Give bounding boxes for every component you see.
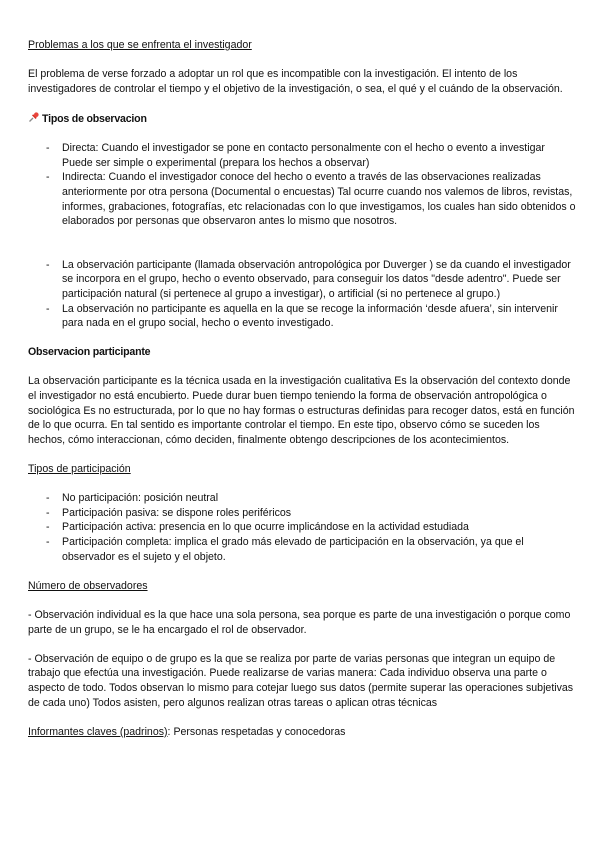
pushpin-icon: [28, 111, 40, 123]
participacion-title: Tipos de participación: [28, 463, 131, 476]
numero-paragraph-2: - Observación de equipo o de grupo es la que se realiza por parte de varias personas que integran un equipo de trabajo que efectúa una investigación. Puede realizarse de varias manera: Cada individuo observa una parte o aspecto de todo. Todos observan lo mismo para cotejar luego sus datos (permite superar las operaciones subjetivas de cada uno) Todos asisten, pero algunos realizan otras tareas o aplican otras técnicas: [28, 652, 574, 709]
tipos-list-1: [28, 141, 576, 229]
tipos-title: Tipos de observacion: [42, 112, 147, 125]
tipos-list-2: [28, 258, 576, 331]
participante-paragraph: La observación participante es la técnica usada en la investigación cualitativa Es la observación del contexto donde el investigador no está encubierto. Puede durar buen tiempo teniendo la forma de observación antropológica o sociológica Es no estructurada, por lo que no hay formas o estructuras definidas para recoger datos, está en función de lo que ocurra. En tal sentido es importante controlar el tiempo. En este tipo, observo cómo se suceden los hechos, cómo interaccionan, cómo deciden, finalmente obtengo descripciones de los acontecimientos.: [28, 375, 575, 446]
list-item: - Participación activa: presencia en lo que ocurre implicándose en la actividad estudiada: [28, 520, 576, 535]
informantes-line: [28, 725, 576, 740]
list-item: - Participación completa: implica el grado más elevado de participación en la observación, ya que el observador es el sujeto y el objeto.: [28, 535, 576, 564]
problemas-paragraph: El problema de verse forzado a adoptar un rol que es incompatible con la investigación. El intento de los investigadores de controlar el tiempo y el objetivo de la investigación, o sea, el qué y el cuándo de la observación.: [28, 68, 563, 95]
document-page: [28, 38, 576, 739]
numero-paragraph-1: - Observación individual es la que hace una sola persona, sea porque es parte de una investigación o porque como parte de un grupo, se le ha encargado el rol de observador.: [28, 608, 571, 636]
problemas-title: Problemas a los que se enfrenta el investigador: [28, 39, 252, 51]
list-item: - La observación no participante es aquella en la que se recoge la información ‘desde afuera’, sin intervenir para nada en el grupo social, hecho o evento investigado.: [28, 302, 576, 331]
list-item: - Indirecta: Cuando el investigador conoce del hecho o evento a través de las observaciones realizadas anteriormente por otra persona (Documental o encuestas) Tal ocurre cuando nos valemos de libros, revistas, informes, grabaciones, fotografías, etc relacionadas con lo que investigamos, los cuales han sido obtenidos o elaborados por personas que observaron antes lo mismo que nosotros.: [28, 170, 576, 228]
list-item: - Directa: Cuando el investigador se pone en contacto personalmente con el hecho o evento a investigar Puede ser simple o experimental (prepara los hechos a observar): [28, 141, 576, 170]
list-item: - La observación participante (llamada observación antropológica por Duverger ) se da cuando el investigador se incorpora en el grupo, hecho o evento observado, para conseguir los datos "desde adentro". Puede ser participación natural (si pertenece al grupo a investigar), o artificial (si no pertenece al grupo.): [28, 258, 576, 302]
informantes-text: Personas respetadas y conocedoras: [170, 725, 346, 738]
participacion-list: [28, 491, 576, 564]
participante-title: Observacion participante: [28, 346, 151, 359]
list-item: - No participación: posición neutral: [28, 491, 576, 506]
list-item: - Participación pasiva: se dispone roles periféricos: [28, 506, 576, 521]
informantes-colon: :: [167, 725, 171, 738]
tipos-heading: [28, 111, 576, 127]
informantes-label: Informantes claves (padrinos): [28, 725, 168, 738]
numero-title: Número de observadores: [28, 579, 148, 592]
